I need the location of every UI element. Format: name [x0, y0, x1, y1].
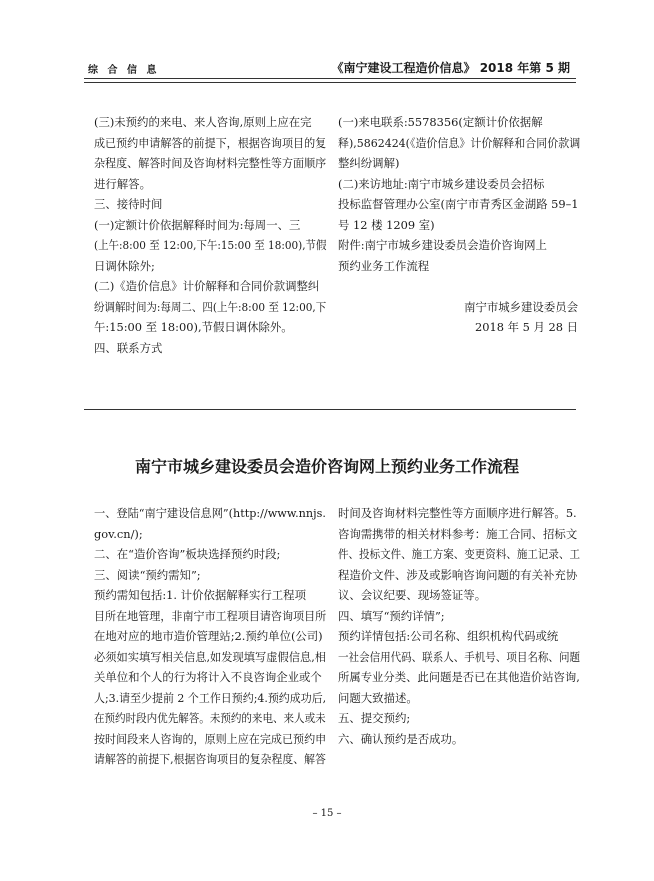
- article-title: 南宁市城乡建设委员会造价咨询网上预约业务工作流程: [134, 457, 519, 476]
- text-line: 目所在地管理，非南宁市工程项目请咨询项目所: [94, 608, 327, 623]
- text-line: 成已预约申请解答的前提下，根据咨询项目的复: [94, 135, 327, 150]
- text-line: 所属专业分类、此问题是否已在其他造价站咨询,: [338, 670, 580, 684]
- signature-org: 南宁市城乡建设委员会: [464, 299, 578, 314]
- bottom-right-column: [338, 503, 580, 749]
- text-line: 请解答的前提下,根据咨询项目的复杂程度、解答: [94, 752, 326, 766]
- text-line: 释),5862424(《造价信息》计价解释和合同价款调: [338, 135, 581, 150]
- text-line: 杂程度、解答时间及咨询材料完整性等方面顺序: [94, 156, 327, 170]
- text-line: (上午:8:00 至 12:00,下午:15:00 至 18:00),节假: [94, 238, 327, 252]
- text-line: 三、接待时间: [94, 197, 163, 211]
- text-line: gov.cn/);: [94, 526, 143, 541]
- text-line: 五、提交预约;: [338, 711, 411, 725]
- text-line: 二、在“造价咨询”板块选择预约时段;: [94, 547, 281, 561]
- text-line: 一社会信用代码、联系人、手机号、项目名称、问题: [338, 649, 580, 664]
- spacer: [338, 276, 580, 297]
- section-divider: [84, 409, 576, 410]
- text-line: 日调休除外;: [94, 258, 155, 273]
- text-line: 关单位和个人的行为将计入不良咨询企业或个: [94, 670, 322, 684]
- text-line: 投标监督管理办公室(南宁市青秀区金湖路 59–1: [338, 197, 579, 211]
- text-line: 午:15:00 至 18:00),节假日调休除外。: [94, 320, 293, 334]
- text-line: (二)来访地址:南宁市城乡建设委员会招标: [338, 176, 545, 191]
- header-rule-thin: [84, 82, 576, 83]
- text-line: 附件:南宁市城乡建设委员会造价咨询网上: [338, 238, 547, 252]
- signature-date: 2018 年 5 月 28 日: [474, 320, 578, 334]
- text-line: 一、登陆“南宁建设信息网”(http://www.nnjs.: [94, 506, 326, 520]
- text-line: 六、确认预约是否成功。: [338, 731, 464, 746]
- header-rule: [84, 78, 576, 79]
- top-left-column: [94, 112, 326, 358]
- text-line: 预约需知包括:1. 计价依据解释实行工程项: [94, 588, 306, 602]
- text-line: 按时间段来人咨询的，原则上应在完成已预约申: [94, 731, 327, 746]
- top-right-column: [338, 112, 580, 338]
- text-line: 号 12 楼 1209 室): [338, 217, 435, 232]
- text-line: 进行解答。: [94, 176, 151, 191]
- text-line: 预约业务工作流程: [338, 258, 430, 273]
- text-line: 人;3.请至少提前 2 个工作日预约;4.预约成功后,: [94, 690, 327, 705]
- text-line: 程造价文件、涉及或影响咨询问题的有关补充协: [338, 567, 578, 582]
- text-line: 在预约时段内优先解答。未预约的来电、来人或未: [94, 711, 326, 725]
- text-line: 必须如实填写相关信息,如发现填写虚假信息,相: [94, 649, 327, 664]
- text-line: 议、会议纪要、现场签证等。: [338, 588, 487, 602]
- page-number: – 15 –: [312, 808, 342, 819]
- text-line: (一)来电联系:5578356(定额计价依据解: [338, 115, 543, 129]
- header-section-label: 综 合 信 息: [88, 65, 160, 76]
- text-line: 四、联系方式: [94, 340, 163, 355]
- text-line: 咨询需携带的相关材料参考：施工合同、招标文: [338, 526, 578, 541]
- text-line: 四、填写“预约详情”;: [338, 608, 445, 623]
- text-line: 问题大致描述。: [338, 690, 418, 705]
- text-line: 整纠纷调解): [338, 156, 400, 170]
- text-line: 时间及咨询材料完整性等方面顺序进行解答。5.: [338, 506, 577, 520]
- text-line: 纷调解时间为:每周二、四(上午:8:00 至 12:00,下: [94, 299, 327, 314]
- text-line: 在地对应的地市造价管理站;2.预约单位(公司): [94, 629, 323, 643]
- bottom-left-column: [94, 503, 326, 770]
- text-line: (一)定额计价依据解释时间为:每周一、三: [94, 217, 301, 232]
- text-line: (三)未预约的来电、来人咨询,原则上应在完: [94, 115, 312, 129]
- text-line: 预约详情包括:公司名称、组织机构代码或统: [338, 629, 559, 643]
- header-publication-title: 《南宁建设工程造价信息》 2018 年第 5 期: [331, 61, 570, 75]
- text-line: 件、投标文件、施工方案、变更资料、施工记录、工: [338, 547, 580, 561]
- text-line: (二)《造价信息》计价解释和合同价款调整纠: [94, 279, 320, 293]
- text-line: 三、阅读“预约需知”;: [94, 567, 201, 582]
